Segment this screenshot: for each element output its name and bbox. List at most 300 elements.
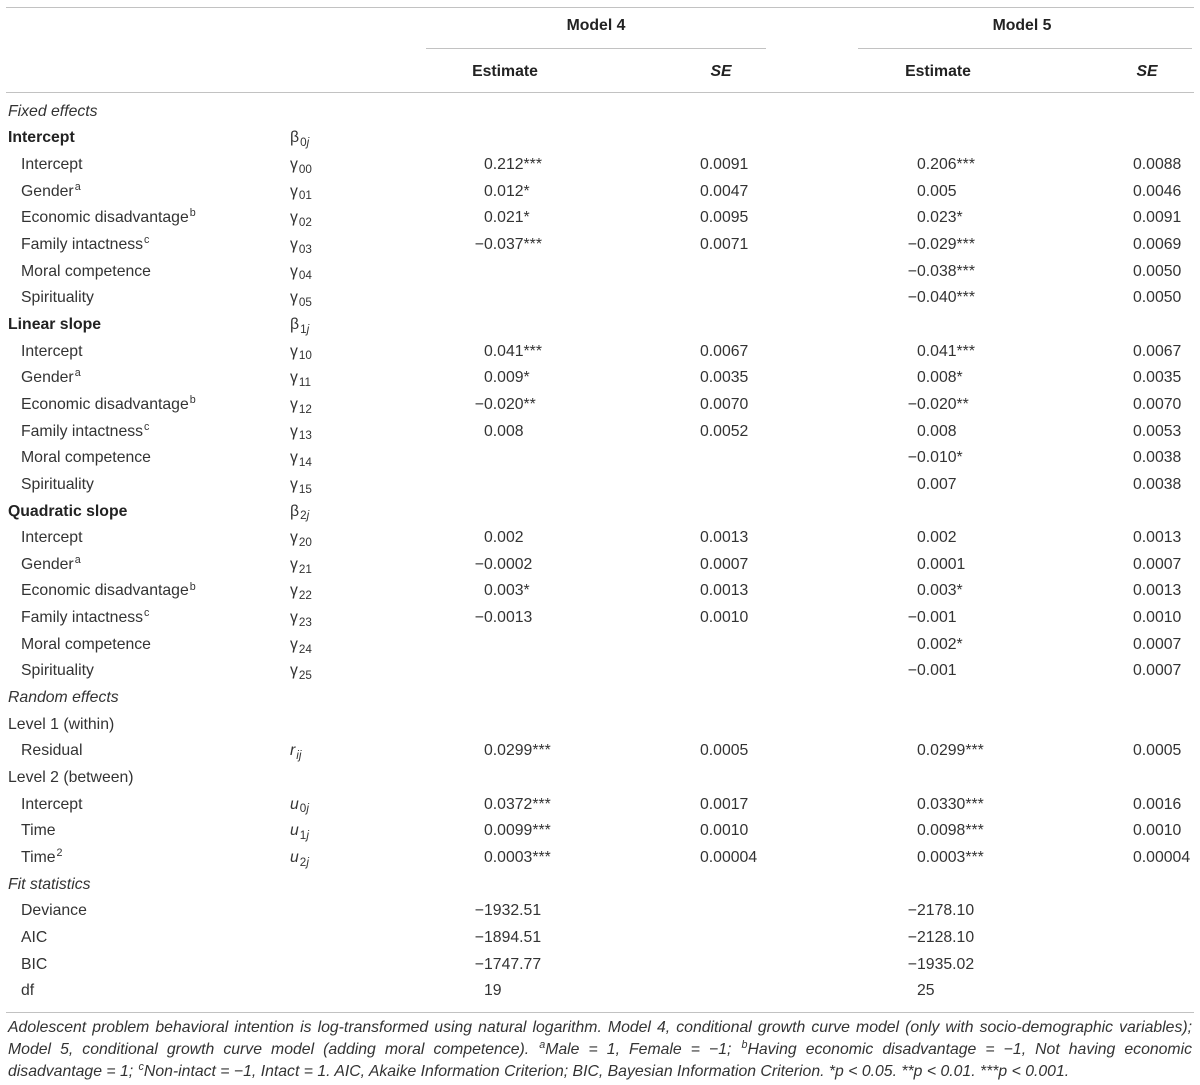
row-label-text: Intercept: [21, 529, 83, 547]
model5-estimate: 0.007: [917, 475, 957, 493]
model5-estimate-header: Estimate: [905, 63, 971, 81]
subscript-index: 2: [299, 855, 307, 869]
symbol-subscript: [300, 509, 309, 522]
table-row: [0, 392, 1200, 419]
row-symbol: [290, 259, 312, 286]
model5-se: 0.0038: [1133, 475, 1182, 493]
row-label: [21, 365, 81, 392]
footnote-line: [8, 1039, 1192, 1061]
symbol-subscript: [299, 589, 312, 602]
footnote-marker: b: [189, 580, 196, 593]
model5-se: 0.0038: [1133, 449, 1182, 467]
model4-estimate: 0.041***: [484, 342, 542, 360]
row-label-text: Intercept: [21, 155, 83, 173]
footnote-marker: a: [74, 367, 81, 380]
row-label-text: Level 2 (between): [8, 769, 134, 787]
model4-estimate: 0.212***: [484, 155, 542, 173]
row-symbol: [290, 285, 312, 312]
subscript-index: 04: [298, 269, 312, 283]
table-row: [0, 419, 1200, 446]
table-row: [0, 285, 1200, 312]
subscript-index: 25: [298, 669, 312, 683]
subscript-variable: j: [306, 136, 310, 150]
symbol-base: γ: [290, 449, 298, 467]
row-label-text: Economic disadvantage: [21, 209, 189, 227]
model4-estimate: 0.002: [484, 529, 524, 547]
row-label-text: Time: [21, 822, 56, 840]
row-label-text: Moral competence: [21, 262, 151, 280]
row-label: [21, 792, 82, 819]
model4-estimate: 0.0372***: [484, 795, 551, 813]
row-label: [21, 738, 82, 765]
model5-estimate: 0.003*: [917, 582, 963, 600]
footnote-text: Male = 1, Female = −1;: [545, 1041, 741, 1058]
footnote-text: Model 5, conditional growth curve model (adding moral competence).: [8, 1041, 539, 1058]
symbol-base: r: [290, 742, 296, 760]
row-symbol: [290, 365, 311, 392]
footnote-line: [8, 1061, 1192, 1083]
subgroup-header-row: [0, 765, 1200, 792]
subscript-index: 1: [300, 322, 307, 336]
model5-se: 0.0010: [1133, 609, 1182, 627]
row-label: [21, 179, 81, 206]
row-label: [8, 765, 134, 792]
row-symbol: [290, 845, 309, 872]
row-symbol: [290, 125, 309, 152]
table-row: [0, 925, 1200, 952]
table-row: [0, 445, 1200, 472]
model4-se: 0.0007: [700, 555, 749, 573]
model5-se: 0.0016: [1133, 795, 1182, 813]
model5-se-header: SE: [1136, 63, 1158, 81]
model4-se: 0.0052: [700, 422, 749, 440]
symbol-base: γ: [290, 395, 298, 413]
subscript-index: 03: [298, 242, 312, 256]
row-label: [8, 712, 114, 739]
symbol-base: γ: [290, 662, 298, 680]
model5-se: 0.00004: [1133, 849, 1191, 867]
row-label: [21, 339, 82, 366]
symbol-subscript: [299, 349, 312, 362]
subscript-index: 12: [298, 402, 312, 416]
model5-se: 0.0007: [1133, 555, 1182, 573]
symbol-subscript: [299, 563, 312, 576]
model5-se: 0.0050: [1133, 262, 1182, 280]
section-header-row: [0, 99, 1200, 126]
symbol-subscript: [300, 829, 309, 842]
symbol-subscript: [299, 483, 312, 496]
model5-estimate: 0.0003***: [917, 849, 984, 867]
model4-estimate: 19: [484, 982, 502, 1000]
row-symbol: [290, 312, 309, 339]
subscript-index: 02: [298, 216, 312, 230]
row-label: [21, 898, 87, 925]
row-label-text: Deviance: [21, 902, 87, 920]
model5-se: 0.0053: [1133, 422, 1182, 440]
row-label: [21, 845, 63, 872]
row-label: [8, 312, 101, 339]
symbol-subscript: [299, 669, 312, 682]
row-label-text: Fit statistics: [8, 875, 91, 893]
row-label: [21, 525, 82, 552]
row-symbol: [290, 499, 309, 526]
symbol-subscript: [299, 616, 312, 629]
row-label-text: Level 1 (within): [8, 715, 115, 733]
model5-se: 0.0013: [1133, 529, 1182, 547]
row-label: [21, 152, 82, 179]
symbol-subscript: [299, 536, 312, 549]
footnote-marker: a: [74, 180, 81, 193]
table-row: [0, 472, 1200, 499]
row-symbol: [290, 339, 312, 366]
row-label-text: Intercept: [21, 342, 83, 360]
symbol-subscript: [300, 802, 309, 815]
model4-estimate: 0.021*: [484, 209, 530, 227]
model5-estimate: 0.008: [917, 422, 957, 440]
subscript-index: 0: [299, 802, 307, 816]
row-label: [8, 685, 119, 712]
subscript-variable: j: [306, 322, 310, 336]
model4-estimate: 0.0003***: [484, 849, 551, 867]
footnote-marker: b: [189, 207, 196, 220]
symbol-base: β: [290, 502, 300, 520]
group-header-row: [0, 125, 1200, 152]
table-row: [0, 605, 1200, 632]
subscript-index: 14: [298, 455, 312, 469]
model4-se: 0.00004: [700, 849, 758, 867]
table-row: [0, 525, 1200, 552]
table-row: [0, 898, 1200, 925]
row-label-text: Spirituality: [21, 662, 94, 680]
symbol-base: β: [290, 129, 300, 147]
row-label-text: Spirituality: [21, 289, 94, 307]
row-label-text: Gender: [21, 555, 74, 573]
symbol-base: γ: [290, 342, 298, 360]
row-symbol: [290, 525, 312, 552]
section-header-row: [0, 872, 1200, 899]
row-label: [21, 232, 149, 259]
model5-se: 0.0067: [1133, 342, 1182, 360]
table-body: [0, 99, 1200, 1005]
model4-se: 0.0091: [700, 155, 749, 173]
subscript-index: 05: [298, 295, 312, 309]
row-symbol: [290, 445, 312, 472]
row-label-text: BIC: [21, 955, 48, 973]
symbol-base: γ: [290, 635, 298, 653]
table-row: [0, 738, 1200, 765]
footnote-marker: a: [539, 1039, 546, 1052]
model4-se-header: SE: [710, 63, 732, 81]
model5-estimate: 0.023*: [917, 209, 963, 227]
footnote-marker: c: [138, 1061, 144, 1074]
row-label-text: Random effects: [8, 689, 119, 707]
row-label: [21, 978, 34, 1005]
footnote-marker: c: [144, 607, 150, 620]
row-label: [21, 925, 47, 952]
table-row: [0, 845, 1200, 872]
row-symbol: [290, 792, 309, 819]
model4-se: 0.0010: [700, 822, 749, 840]
table-row: [0, 818, 1200, 845]
row-label-text: df: [21, 982, 35, 1000]
model4-se: 0.0095: [700, 209, 749, 227]
row-label: [8, 125, 75, 152]
model5-estimate: 0.008*: [917, 369, 963, 387]
symbol-subscript: [296, 749, 301, 762]
symbol-base: γ: [290, 475, 298, 493]
model5-estimate: 0.0001: [917, 555, 966, 573]
row-label-text: Family intactness: [21, 609, 144, 627]
subscript-variable: ij: [296, 749, 302, 763]
symbol-subscript: [299, 243, 312, 256]
table-row: [0, 658, 1200, 685]
symbol-base: γ: [290, 369, 298, 387]
model4-estimate: 0.012*: [484, 182, 530, 200]
model5-se: 0.0005: [1133, 742, 1182, 760]
model5-estimate: 0.206***: [917, 155, 975, 173]
subscript-variable: j: [306, 509, 310, 523]
table-row: [0, 978, 1200, 1005]
symbol-base: γ: [290, 289, 298, 307]
table-row: [0, 205, 1200, 232]
row-label: [21, 658, 94, 685]
model5-se: 0.0007: [1133, 662, 1182, 680]
row-label: [21, 392, 196, 419]
footnote-marker: b: [189, 393, 196, 406]
model5-estimate: −2178.10: [907, 902, 975, 920]
row-label: [21, 818, 56, 845]
symbol-subscript: [299, 163, 312, 176]
table-row: [0, 792, 1200, 819]
symbol-base: u: [290, 849, 299, 867]
symbol-subscript: [300, 856, 309, 869]
model5-se: 0.0007: [1133, 635, 1182, 653]
symbol-base: γ: [290, 422, 298, 440]
symbol-base: γ: [290, 235, 298, 253]
row-symbol: [290, 179, 312, 206]
model5-se: 0.0050: [1133, 289, 1182, 307]
row-symbol: [290, 419, 312, 446]
row-label-text: Time: [21, 849, 56, 867]
row-label: [21, 472, 94, 499]
footnote-marker: c: [144, 234, 150, 247]
model4-title: Model 4: [566, 17, 626, 35]
model5-estimate: 0.002: [917, 529, 957, 547]
row-label-text: Quadratic slope: [8, 502, 128, 520]
model4-estimate: −0.0013: [474, 609, 533, 627]
row-label-text: Family intactness: [21, 235, 144, 253]
model4-se: 0.0010: [700, 609, 749, 627]
table-row: [0, 339, 1200, 366]
top-rule: [6, 7, 1194, 8]
symbol-base: γ: [290, 529, 298, 547]
model4-estimate: 0.0299***: [484, 742, 551, 760]
footnote-line: [8, 1017, 1192, 1039]
model4-estimate: −0.020**: [474, 395, 536, 413]
model4-estimate: −1894.51: [474, 929, 542, 946]
model4-se: 0.0067: [700, 342, 749, 360]
row-label-text: AIC: [21, 929, 48, 946]
row-symbol: [290, 205, 312, 232]
model4-estimate: −1747.77: [474, 955, 542, 973]
footnote-marker: b: [741, 1039, 748, 1052]
model5-estimate: 0.0299***: [917, 742, 984, 760]
row-label-text: Moral competence: [21, 449, 151, 467]
row-label-text: Intercept: [21, 795, 83, 813]
row-label: [21, 445, 151, 472]
subscript-index: 21: [298, 562, 312, 576]
subscript-index: 22: [298, 589, 312, 603]
table-footnote: [8, 1017, 1192, 1083]
row-label: [21, 578, 196, 605]
row-label: [21, 605, 149, 632]
footnote-text: disadvantage = 1;: [8, 1063, 138, 1080]
row-symbol: [290, 392, 312, 419]
model5-estimate: −0.040***: [907, 289, 975, 307]
footnote-marker: 2: [56, 847, 63, 860]
symbol-base: γ: [290, 182, 298, 200]
row-label-text: Fixed effects: [8, 102, 98, 120]
group-header-row: [0, 499, 1200, 526]
row-symbol: [290, 605, 312, 632]
symbol-subscript: [299, 456, 312, 469]
row-label: [21, 285, 94, 312]
row-label-text: Economic disadvantage: [21, 395, 189, 413]
row-label: [8, 872, 91, 899]
row-label: [21, 952, 47, 979]
group-header-row: [0, 312, 1200, 339]
footnote-text: Having economic disadvantage = −1, Not having economic: [747, 1041, 1192, 1058]
model5-se: 0.0010: [1133, 822, 1182, 840]
table-row: [0, 259, 1200, 286]
model5-estimate: −0.029***: [907, 235, 975, 253]
row-symbol: [290, 818, 309, 845]
row-symbol: [290, 472, 312, 499]
symbol-base: γ: [290, 155, 298, 173]
model5-se: 0.0013: [1133, 582, 1182, 600]
model4-se: 0.0013: [700, 529, 749, 547]
symbol-subscript: [300, 323, 309, 336]
row-label-text: Intercept: [8, 129, 75, 147]
model4-se: 0.0071: [700, 235, 749, 253]
subscript-index: 01: [298, 189, 312, 203]
row-label: [21, 632, 151, 659]
model5-se: 0.0046: [1133, 182, 1182, 200]
model4-estimate: 0.003*: [484, 582, 530, 600]
row-label-text: Economic disadvantage: [21, 582, 189, 600]
model4-estimate: −1932.51: [474, 902, 542, 920]
table-row: [0, 578, 1200, 605]
model5-title: Model 5: [992, 17, 1052, 35]
model5-estimate: −0.010*: [907, 449, 963, 467]
model5-estimate: 0.002*: [917, 635, 963, 653]
symbol-subscript: [299, 216, 312, 229]
table-row: [0, 152, 1200, 179]
header-rule: [6, 92, 1194, 93]
table-row: [0, 952, 1200, 979]
subscript-variable: j: [306, 855, 309, 869]
bottom-rule: [6, 1012, 1194, 1013]
symbol-base: γ: [290, 262, 298, 280]
model5-estimate: 0.041***: [917, 342, 975, 360]
symbol-base: β: [290, 315, 300, 333]
model5-estimate: 0.0098***: [917, 822, 984, 840]
model5-estimate: −1935.02: [907, 955, 975, 973]
row-label: [21, 552, 81, 579]
table-row: [0, 632, 1200, 659]
footnote-marker: c: [144, 420, 150, 433]
row-label-text: Gender: [21, 182, 74, 200]
subscript-index: 15: [298, 482, 312, 496]
row-label-text: Family intactness: [21, 422, 144, 440]
symbol-subscript: [299, 403, 312, 416]
symbol-base: γ: [290, 582, 298, 600]
row-label-text: Linear slope: [8, 315, 102, 333]
model5-estimate: −0.001: [907, 609, 957, 627]
subscript-index: 13: [298, 429, 312, 443]
model5-se: 0.0088: [1133, 155, 1182, 173]
section-header-row: [0, 685, 1200, 712]
row-symbol: [290, 552, 312, 579]
subscript-index: 24: [298, 642, 312, 656]
row-symbol: [290, 632, 312, 659]
symbol-subscript: [299, 296, 312, 309]
symbol-subscript: [300, 136, 309, 149]
model4-estimate: 0.0099***: [484, 822, 551, 840]
symbol-subscript: [299, 269, 312, 282]
model5-estimate: 0.005: [917, 182, 957, 200]
model4-se: 0.0047: [700, 182, 749, 200]
model4-se: 0.0070: [700, 395, 749, 413]
model5-underline: [858, 48, 1192, 49]
model4-se: 0.0013: [700, 582, 749, 600]
row-symbol: [290, 578, 312, 605]
model4-estimate: 0.008: [484, 422, 524, 440]
row-label-text: Moral competence: [21, 635, 151, 653]
subscript-variable: j: [306, 829, 309, 843]
footnote-text: Non-intact = −1, Intact = 1. AIC, Akaike Information Criterion; BIC, Bayesian Information Criterion. *p < 0.05. **p < 0.01. ***p < 0.001.: [143, 1063, 1070, 1080]
symbol-base: γ: [290, 609, 298, 627]
subscript-variable: j: [306, 802, 309, 816]
subscript-index: 2: [300, 509, 307, 523]
model4-underline: [426, 48, 766, 49]
footnote-text: Adolescent problem behavioral intention is log-transformed using natural logarithm. Model 4, conditional growth curve model (only with socio-demographic variables);: [8, 1019, 1192, 1036]
row-label: [8, 99, 98, 126]
model5-estimate: −0.020**: [907, 395, 969, 413]
model5-estimate: −2128.10: [907, 929, 975, 946]
table-row: [0, 179, 1200, 206]
subscript-index: 0: [300, 136, 307, 150]
symbol-base: u: [290, 795, 299, 813]
model5-estimate: 25: [917, 982, 935, 1000]
row-symbol: [290, 738, 301, 765]
symbol-base: γ: [290, 555, 298, 573]
model4-estimate: 0.009*: [484, 369, 530, 387]
row-label: [21, 259, 151, 286]
footnote-marker: a: [74, 553, 81, 566]
row-symbol: [290, 658, 312, 685]
subscript-index: 1: [299, 829, 307, 843]
subscript-index: 20: [298, 535, 312, 549]
model5-se: 0.0069: [1133, 235, 1182, 253]
symbol-subscript: [299, 429, 312, 442]
row-label-text: Residual: [21, 742, 83, 760]
symbol-subscript: [299, 376, 311, 389]
model5-se: 0.0091: [1133, 209, 1182, 227]
row-label-text: Gender: [21, 369, 74, 387]
model5-se: 0.0035: [1133, 369, 1182, 387]
row-symbol: [290, 152, 312, 179]
